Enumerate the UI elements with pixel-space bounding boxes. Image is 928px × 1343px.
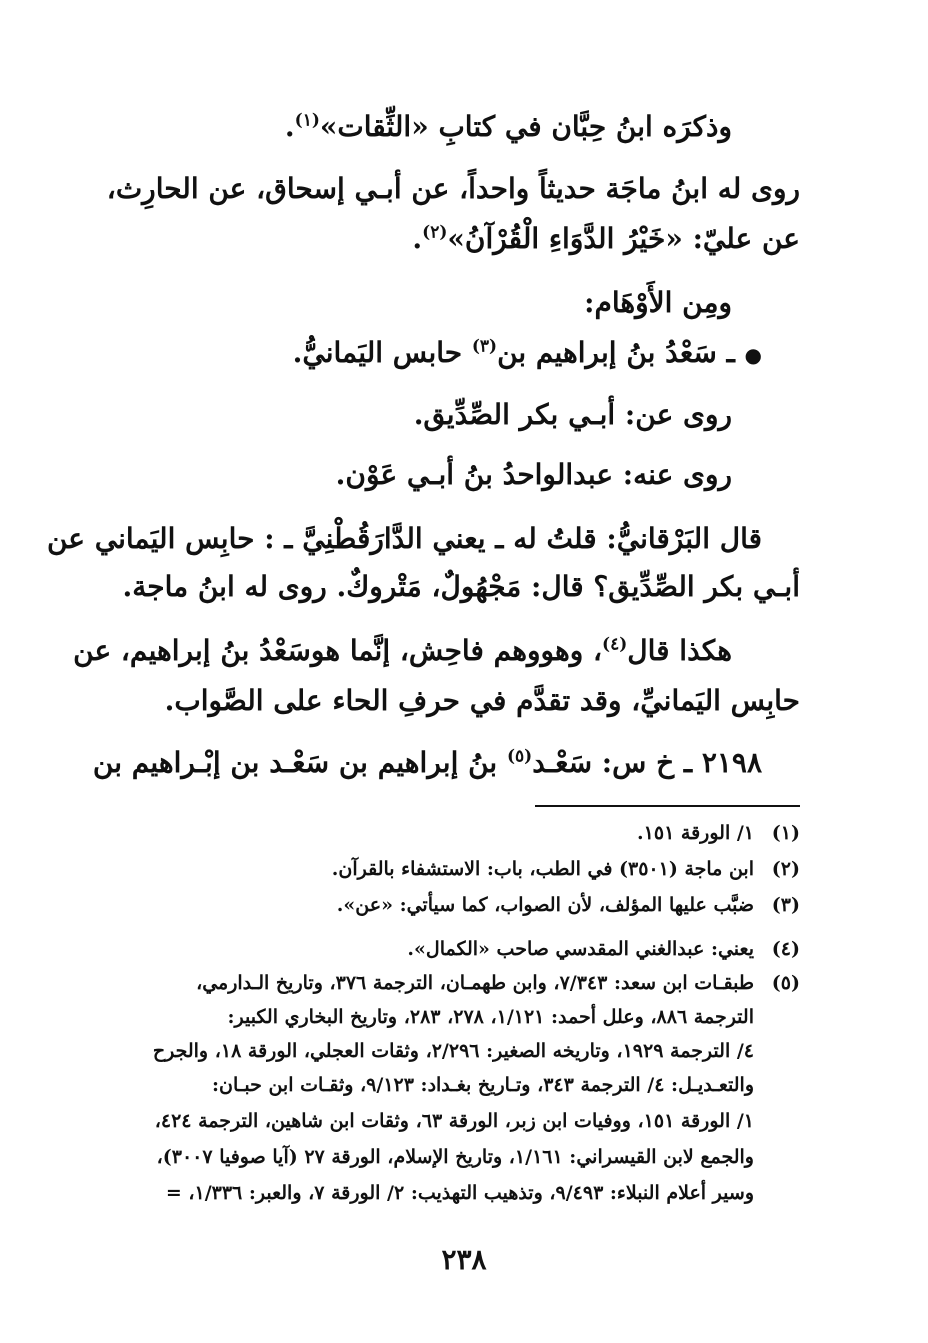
footnote-text: طبقـات ابن سعد: ٧/٣٤٣، وابن طهمـان، الترجمة ٣٧٦، وتاريخ الـدارمي، [196, 972, 754, 994]
footnote-2 [332, 858, 800, 880]
text-line-11: حابِس اليَمانيِّ، وقد تقدَّم في حرفِ الحاء على الصَّواب. [164, 684, 800, 717]
text-line-10 [73, 634, 732, 667]
text-line-5 [293, 336, 762, 369]
text-segment [73, 634, 732, 667]
footnote-4 [407, 938, 800, 960]
footnote-text: ١/ الورقة ١٥١. [637, 822, 754, 844]
text: وذكرَه ابنُ حِبَّان في كتابِ «الثِّقات» [319, 110, 732, 143]
footnote-5-line-3: ٤/ الترجمة ١٩٢٩، وتاريخه الصغير: ٢/٢٩٦، وثقات العجلي، الورقة ١٨، والجرح [152, 1040, 754, 1062]
bullet-icon: ● [744, 343, 762, 367]
text: حابس اليَمانيُّ. [292, 336, 463, 369]
text: هكذا قال [627, 634, 732, 667]
footnote-number: (٥) [771, 972, 800, 994]
footnote-number: (٣) [771, 894, 800, 916]
footnote-ref-2[interactable]: (٢) [422, 222, 448, 243]
text-line-7: روى عنه: عبدالواحدُ بنُ أبـي عَوْن. [335, 458, 732, 491]
text-line-1 [285, 110, 732, 143]
footnote-1 [637, 822, 800, 844]
footnote-ref-3[interactable]: (٣) [471, 336, 498, 357]
entry-heading [93, 746, 762, 779]
text-line-3 [412, 222, 800, 255]
footnote-ref-5[interactable]: (٥) [506, 746, 533, 767]
footnote-ref-4[interactable]: (٤) [602, 634, 628, 655]
footnote-number: (٢) [771, 858, 800, 880]
text-line-9: أبـي بكر الصِّدِّيق؟ قال: مَجْهُولٌ، مَتْروكٌ. روى له ابنُ ماجة. [122, 570, 800, 603]
text-line-2: روى له ابنُ ماجَة حديثاً واحداً، عن أبـي إسحاق، عن الحارِث، [106, 172, 800, 205]
footnote-text: ضبَّب عليها المؤلف، لأن الصواب، كما سيأتي: «عن». [336, 894, 754, 916]
text: . [412, 222, 423, 255]
text-line-6: روى عن: أبـي بكر الصِّدِّيق. [413, 398, 732, 431]
text: ـ سَعْدُ بنُ إبراهيم بن [497, 336, 735, 369]
footnote-text: يعني: عبدالغني المقدسي صاحب «الكمال». [407, 938, 754, 960]
footnote-divider [535, 805, 800, 807]
footnote-5-line-5: ١/ الورقة ١٥١، ووفيات ابن زبر، الورقة ٦٣، وثقات ابن شاهين، الترجمة ٤٢٤، [154, 1110, 754, 1132]
footnote-text: ابن ماجة (٣٥٠١) في الطب، باب: الاستشفاء بالقرآن. [331, 858, 754, 880]
text: عن عليّ: «خَيْرُ الدَّوَاءِ الْقُرْآنُ» [447, 222, 800, 255]
footnote-5-line-7: وسير أعلام النبلاء: ٩/٤٩٣، وتذهيب التهذيب: ٢/ الورقة ٧، والعبر: ١/٣٣٦، = [165, 1182, 754, 1204]
text: ٢١٩٨ ـ خ س: سَعْـد [532, 746, 762, 779]
text: ، وهووهم فاحِش، إنَّما هوسَعْدُ بنُ إبراهيم، عن [73, 634, 603, 667]
page-number: ٢٣٨ [441, 1243, 487, 1276]
footnote-5-line-6: والجمع لابن القيسراني: ١/١٦١، وتاريخ الإسلام، الورقة ٢٧ (آيا صوفيا ٣٠٠٧)، [156, 1146, 754, 1168]
footnote-5-line-4: والتعـديـل: ٤/ الترجمة ٣٤٣، وتـاريخ بغـداد: ٩/١٢٣، وثقـات ابن حبـان: [212, 1074, 754, 1096]
section-heading: ومِن الأَوْهَام: [584, 286, 732, 319]
footnote-number: (٤) [771, 938, 800, 960]
footnote-number: (١) [771, 822, 800, 844]
text-line-8: قال البَرْقانيُّ: قلتُ له ـ يعني الدَّارَقُطْنِيَّ ـ : حابِس اليَماني عن [46, 522, 762, 555]
text: . [284, 110, 295, 143]
text: بنُ إبراهيم بن سَعْـد بن إبْـراهيم بن [92, 746, 498, 779]
footnote-3 [337, 894, 800, 916]
footnote-5-line-2: الترجمة ٨٨٦، وعلل أحمد: ١/١٢١، ٢٧٨، ٢٨٣، وتاريخ البخاري الكبير: [227, 1006, 754, 1028]
footnote-ref-1[interactable]: (١) [294, 110, 320, 131]
footnote-5-line-1 [196, 972, 800, 994]
